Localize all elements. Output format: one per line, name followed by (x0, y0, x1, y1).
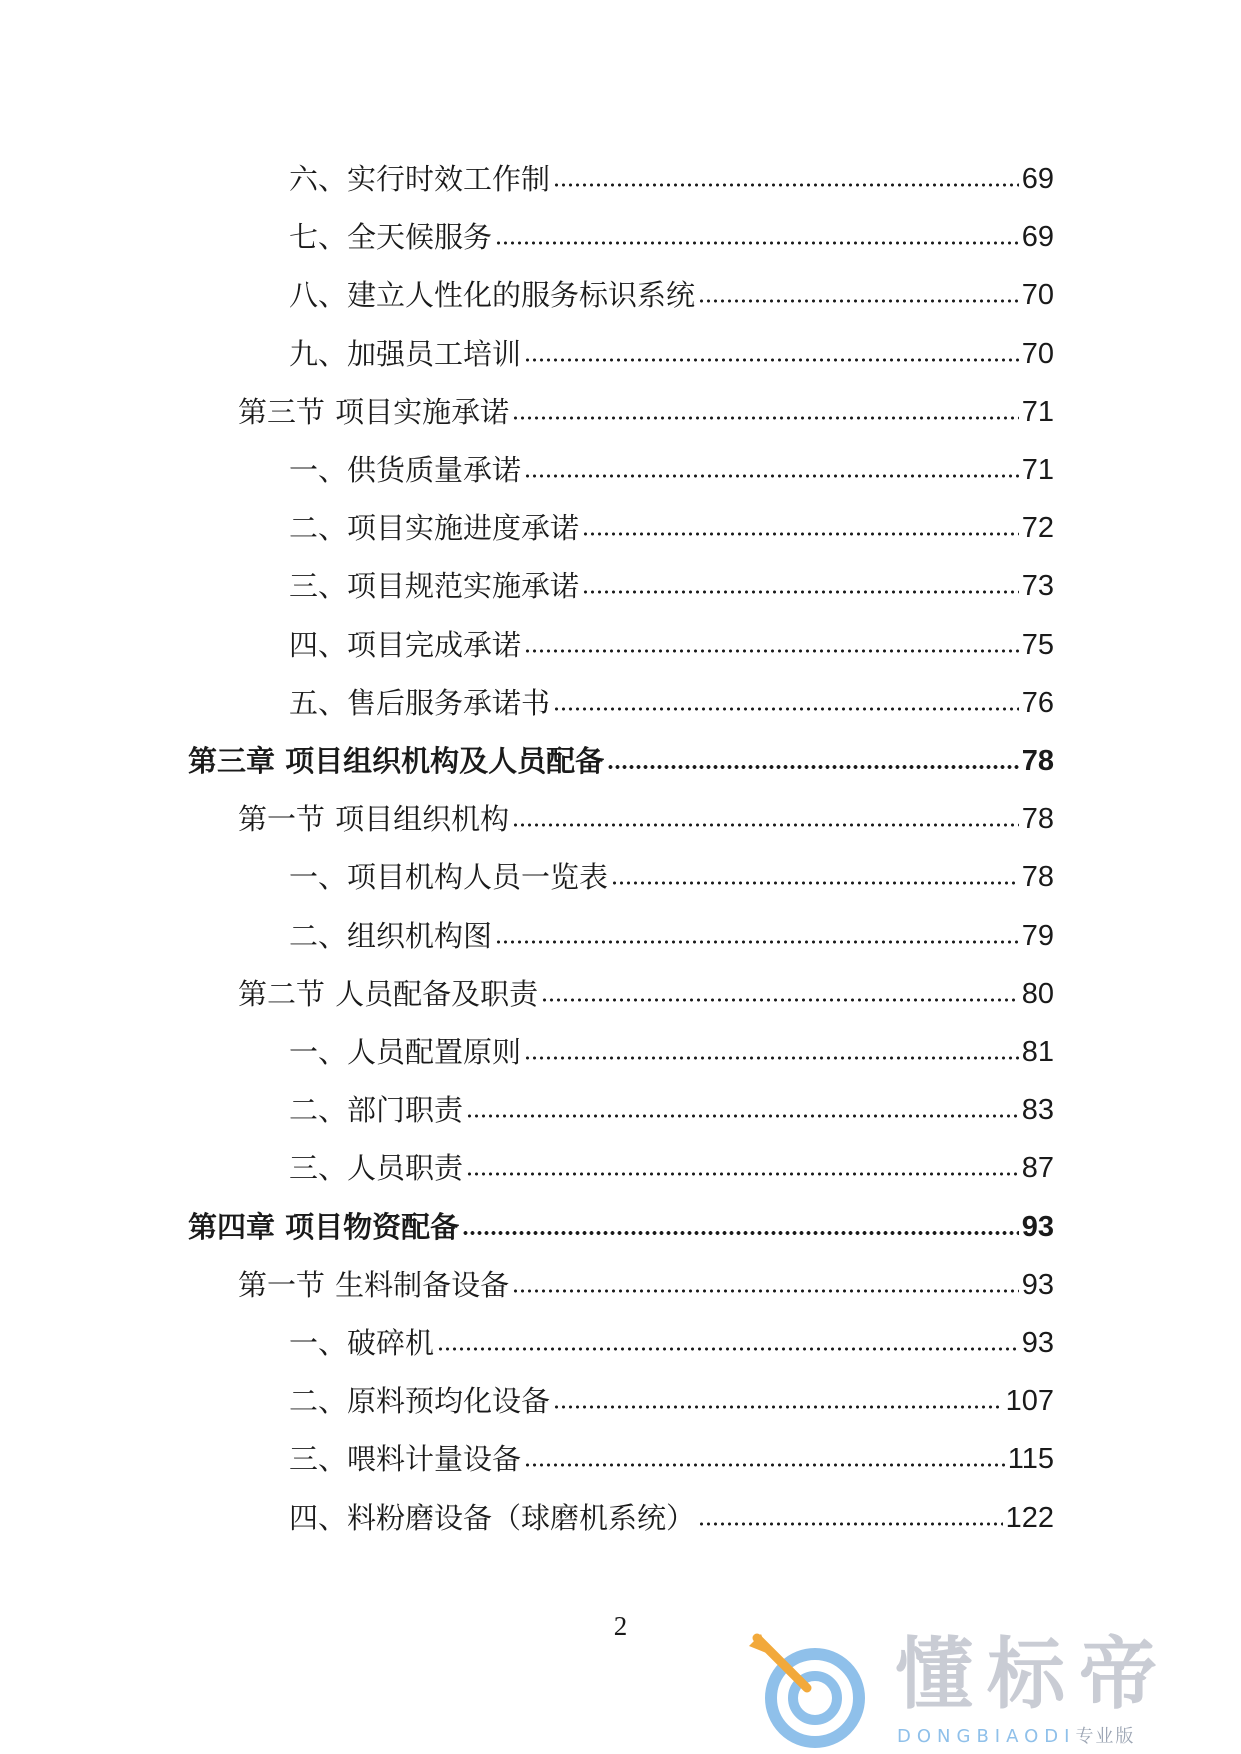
toc-dot-leader (462, 1229, 1019, 1237)
toc-entry-number: 四、 (289, 628, 348, 662)
toc-dot-leader (495, 239, 1019, 247)
toc-dot-leader (466, 1170, 1019, 1178)
toc-entry-number: 九、 (289, 337, 348, 371)
toc-dot-leader (582, 588, 1019, 596)
toc-entry[interactable] (289, 334, 1054, 374)
toc-entry[interactable] (289, 217, 1054, 257)
toc-entry-title: 喂料计量设备 (347, 1442, 522, 1476)
toc-entry[interactable] (238, 392, 1054, 432)
toc-entry-number: 三、 (289, 569, 348, 603)
toc-entry-title: 实行时效工作制 (347, 162, 551, 196)
toc-entry[interactable] (289, 508, 1054, 548)
toc-entry-number: 第四章 (188, 1210, 276, 1244)
toc-entry-page: 93 (1021, 1327, 1054, 1359)
toc-entry-page: 81 (1021, 1036, 1054, 1068)
toc-entry[interactable] (238, 1265, 1054, 1305)
page-number: 2 (613, 1611, 628, 1641)
toc-entry-number: 第三章 (188, 744, 276, 778)
toc-entry-page: 71 (1021, 396, 1054, 428)
watermark-subtitle (897, 1722, 1135, 1748)
toc-entry-page: 78 (1021, 861, 1054, 893)
toc-entry-number: 第二节 (238, 977, 326, 1011)
toc-entry-page: 72 (1021, 512, 1054, 544)
toc-dot-leader (524, 1461, 1005, 1469)
toc-entry[interactable] (289, 159, 1054, 199)
toc-entry-title: 料粉磨设备（球磨机系统） (347, 1501, 696, 1535)
toc-entry-number: 八、 (289, 278, 348, 312)
toc-entry-page: 93 (1021, 1211, 1054, 1243)
toc-entry-title: 组织机构图 (347, 919, 493, 953)
toc-entry-title: 供货质量承诺 (347, 453, 522, 487)
toc-entry-number: 第三节 (238, 395, 326, 429)
watermark (745, 1630, 1215, 1748)
toc-entry[interactable] (289, 625, 1054, 665)
toc-dot-leader (437, 1345, 1019, 1353)
toc-dot-leader (553, 1403, 1003, 1411)
toc-entry-title: 人员配备及职责 (335, 977, 539, 1011)
toc-entry-page: 115 (1007, 1443, 1054, 1475)
toc-entry-number: 一、 (289, 1326, 348, 1360)
toc-dot-leader (524, 647, 1019, 655)
toc-entry[interactable] (289, 1498, 1054, 1538)
toc-entry[interactable] (238, 974, 1054, 1014)
toc-dot-leader (698, 297, 1019, 305)
toc-entry-title: 全天候服务 (347, 220, 493, 254)
toc-entry[interactable] (289, 1381, 1054, 1421)
toc-entry-number: 六、 (289, 162, 348, 196)
toc-entry-number: 第一节 (238, 802, 326, 836)
toc-entry-page: 78 (1021, 803, 1054, 835)
toc-entry-number: 四、 (289, 1501, 348, 1535)
toc-dot-leader (495, 938, 1019, 946)
toc-entry[interactable] (289, 683, 1054, 723)
toc-entry-title: 项目实施进度承诺 (347, 511, 580, 545)
toc-entry-title: 项目组织机构 (335, 802, 510, 836)
toc-entry-number: 一、 (289, 453, 348, 487)
toc-dot-leader (553, 181, 1019, 189)
toc-entry-number: 一、 (289, 1035, 348, 1069)
toc-entry-page: 70 (1021, 338, 1054, 370)
toc-entry-title: 建立人性化的服务标识系统 (347, 278, 696, 312)
toc-entry-page: 80 (1021, 978, 1054, 1010)
toc-entry[interactable] (188, 1207, 1054, 1247)
watermark-brand-name: 懂标帝 (895, 1630, 1172, 1720)
toc-entry[interactable] (289, 450, 1054, 490)
toc-entry-title: 生料制备设备 (335, 1268, 510, 1302)
toc-entry-title: 项目机构人员一览表 (347, 860, 609, 894)
toc-entry[interactable] (289, 1323, 1054, 1363)
toc-entry-page: 122 (1005, 1502, 1054, 1534)
toc-entry-title: 项目物资配备 (285, 1210, 460, 1244)
toc-dot-leader (582, 530, 1019, 538)
toc-entry[interactable] (289, 1090, 1054, 1130)
toc-entry-page: 75 (1021, 629, 1054, 661)
toc-entry[interactable] (289, 566, 1054, 606)
toc-dot-leader (524, 356, 1019, 364)
toc-entry-number: 一、 (289, 860, 348, 894)
toc-dot-leader (698, 1520, 1003, 1528)
toc-entry-number: 三、 (289, 1151, 348, 1185)
toc-entry-number: 二、 (289, 1093, 348, 1127)
toc-entry-page: 79 (1021, 920, 1054, 952)
toc-dot-leader (611, 879, 1019, 887)
toc-entry-title: 人员配置原则 (347, 1035, 522, 1069)
toc-entry-title: 项目完成承诺 (347, 628, 522, 662)
toc-entry[interactable] (289, 1032, 1054, 1072)
toc-entry-title: 部门职责 (347, 1093, 464, 1127)
toc-dot-leader (607, 763, 1019, 771)
toc-dot-leader (541, 996, 1019, 1004)
toc-entry-page: 87 (1021, 1152, 1054, 1184)
watermark-edition: 专业版 (1075, 1726, 1136, 1747)
toc-dot-leader (466, 1112, 1019, 1120)
toc-entry-page: 70 (1021, 279, 1054, 311)
toc-entry-number: 七、 (289, 220, 348, 254)
toc-entry-title: 加强员工培训 (347, 337, 522, 371)
toc-dot-leader (512, 1287, 1019, 1295)
toc-entry[interactable] (188, 741, 1054, 781)
toc-entry-number: 二、 (289, 511, 348, 545)
toc-entry-title: 项目组织机构及人员配备 (285, 744, 605, 778)
toc-entry-page: 83 (1021, 1094, 1054, 1126)
toc-dot-leader (512, 821, 1019, 829)
toc-dot-leader (524, 472, 1019, 480)
target-arrow-icon (745, 1630, 875, 1748)
toc-dot-leader (524, 1054, 1019, 1062)
toc-dot-leader (553, 705, 1019, 713)
toc-dot-leader (512, 414, 1019, 422)
toc-entry-page: 93 (1021, 1269, 1054, 1301)
toc-entry[interactable] (289, 916, 1054, 956)
toc-entry-page: 107 (1005, 1385, 1054, 1417)
toc-entry[interactable] (289, 857, 1054, 897)
toc-entry-title: 售后服务承诺书 (347, 686, 551, 720)
toc-entry[interactable] (289, 275, 1054, 315)
toc-entry[interactable] (289, 1148, 1054, 1188)
toc-entry-title: 项目规范实施承诺 (347, 569, 580, 603)
toc-entry-page: 73 (1021, 570, 1054, 602)
toc-entry-page: 71 (1021, 454, 1054, 486)
toc-entry[interactable] (289, 1439, 1054, 1479)
toc-entry-page: 76 (1021, 687, 1054, 719)
toc-entry[interactable] (238, 799, 1054, 839)
toc-entry-title: 项目实施承诺 (335, 395, 510, 429)
toc-entry-page: 69 (1021, 221, 1054, 253)
watermark-pinyin: DONGBIAODI (897, 1726, 1076, 1747)
toc-entry-page: 78 (1021, 745, 1054, 777)
toc-entry-number: 二、 (289, 1384, 348, 1418)
toc-entry-title: 破碎机 (347, 1326, 435, 1360)
toc-entry-number: 二、 (289, 919, 348, 953)
toc-entry-title: 人员职责 (347, 1151, 464, 1185)
toc-entry-number: 五、 (289, 686, 348, 720)
toc-entry-page: 69 (1021, 163, 1054, 195)
toc-entry-number: 第一节 (238, 1268, 326, 1302)
toc-entry-number: 三、 (289, 1442, 348, 1476)
toc-entry-title: 原料预均化设备 (347, 1384, 551, 1418)
